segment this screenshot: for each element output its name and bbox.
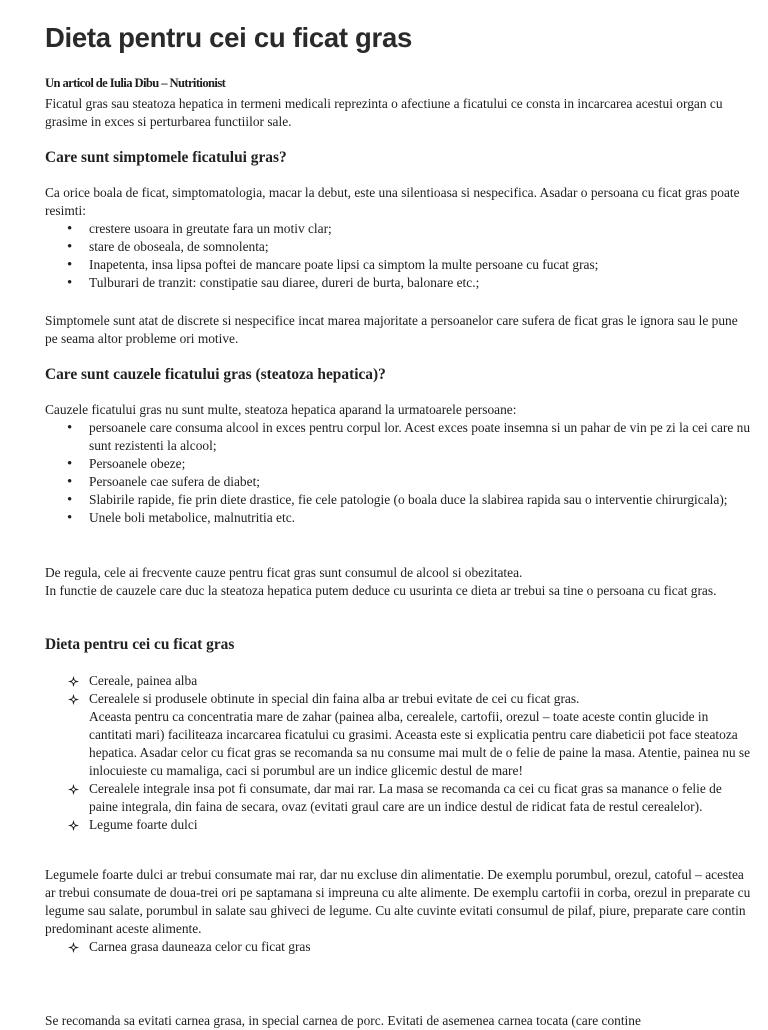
section-heading-causes: Care sunt cauzele ficatului gras (steatoza hepatica)? xyxy=(45,366,386,383)
symptoms-list xyxy=(45,220,753,292)
section-heading-symptoms: Care sunt simptomele ficatului gras? xyxy=(45,149,287,166)
list-item xyxy=(45,938,753,956)
intro-paragraph: Ficatul gras sau steatoza hepatica in termeni medicali reprezinta o afectiune a ficatului ce consta in incarcarea acestui organ cu grasime in exces si perturbarea functiilor sale. xyxy=(45,96,723,129)
causes-after-2: In functie de cauzele care duc la steatoza hepatica putem deduce cu usurinta ce dieta ar trebui sa tine o persoana cu ficat gras. xyxy=(45,583,717,598)
list-item-text: Cerealele integrale insa pot fi consumate, dar mai rar. La masa se recomanda ca cei cu ficat gras sa manance o felie de paine integrala, din faina de secara, ovaz (evitati graul care are un indice destul de ridicat fata de restul cerealelor). xyxy=(89,781,722,814)
list-item-text: Legume foarte dulci xyxy=(89,817,198,832)
byline: Un articol de Iulia Dibu – Nutritionist xyxy=(45,76,226,90)
diamond-bullet-icon xyxy=(68,784,79,795)
list-item: • Persoanele cae sufera de diabet; xyxy=(45,473,753,491)
list-item: • persoanele care consuma alcool in exces pentru corpul lor. Acest exces poate insemna si un pahar de vin pe zi la cei care nu sunt rezistenti la alcool; xyxy=(45,419,753,455)
list-item-text: Cerealele si produsele obtinute in special din faina alba ar trebui evitate de cei cu ficat gras. xyxy=(89,691,580,706)
list-item: • crestere usoara in greutate fara un motiv clar; xyxy=(45,220,753,238)
diamond-bullet-icon xyxy=(68,676,79,687)
list-item: • Inapetenta, insa lipsa poftei de mancare poate lipsi ca simptom la multe persoane cu fucat gras; xyxy=(45,256,753,274)
meat-paragraph: Se recomanda sa evitati carnea grasa, in special carnea de porc. Evitati de asemenea carnea tocata (care contine xyxy=(45,1013,641,1028)
page-title: Dieta pentru cei cu ficat gras xyxy=(45,22,412,53)
list-item-extra: Aceasta pentru ca concentratia mare de zahar (painea alba, cerealele, cartofii, orezul – toate aceste contin glucide in cantitati mari) faciliteaza incarcarea ficatului cu grasimi. Aceasta este si explicatia pentru care diabeticii pot face steatoza hepatica. Asadar celor cu ficat gras se recomanda sa nu consume mai mult de o felie de paine la masa. Atentie, painea nu se inlocuieste cu mamaliga, caci si porumbul are un indice glicemic destul de mare! xyxy=(89,709,751,778)
causes-after-1: De regula, cele ai frecvente cauze pentru ficat gras sunt consumul de alcool si obezitatea. xyxy=(45,565,523,580)
diamond-bullet-icon xyxy=(68,942,79,953)
list-item-text: Cereale, painea alba xyxy=(89,673,198,688)
diet-list xyxy=(45,672,753,834)
list-item: • Slabirile rapide, fie prin diete drastice, fie cele patologie (o boala duce la slabirea rapida sau o interventie chirurgicala); xyxy=(45,491,753,509)
symptoms-lead: Ca orice boala de ficat, simptomatologia, macar la debut, este una silentioasa si nespecifica. Asadar o persoana cu ficat gras poate resimti: xyxy=(45,185,740,218)
list-item-text: Carnea grasa dauneaza celor cu ficat gras xyxy=(89,939,311,954)
diet-list-2 xyxy=(45,938,753,956)
causes-list xyxy=(45,419,753,527)
list-item: • stare de oboseala, de somnolenta; xyxy=(45,238,753,256)
list-item xyxy=(45,816,753,834)
list-item: • Tulburari de tranzit: constipatie sau diaree, dureri de burta, balonare etc.; xyxy=(45,274,753,292)
list-item: • Persoanele obeze; xyxy=(45,455,753,473)
list-item xyxy=(45,672,753,690)
diamond-bullet-icon xyxy=(68,694,79,705)
symptoms-after: Simptomele sunt atat de discrete si nespecifice incat marea majoritate a persoanelor care sufera de ficat gras le ignora sau le pune pe seama altor probleme ori motive. xyxy=(45,313,738,346)
list-item xyxy=(45,690,753,780)
diamond-bullet-icon xyxy=(68,820,79,831)
section-heading-diet: Dieta pentru cei cu ficat gras xyxy=(45,636,235,653)
causes-lead: Cauzele ficatului gras nu sunt multe, steatoza hepatica aparand la urmatoarele persoane: xyxy=(45,402,517,417)
list-item xyxy=(45,780,753,816)
legume-paragraph: Legumele foarte dulci ar trebui consumate mai rar, dar nu excluse din alimentatie. De exemplu porumbul, orezul, catoful – acestea ar trebui consumate de doua-trei ori pe saptamana si impreuna cu alte alimente. De exemplu cartofii in corba, orezul in preparate cu legume sau salate, porumbul in salate sau ghiveci de legume. Cu alte cuvinte evitati consumul de pilaf, piure, preparate care contin predominant aceste alimente. xyxy=(45,867,751,936)
list-item: • Unele boli metabolice, malnutritia etc. xyxy=(45,509,753,527)
